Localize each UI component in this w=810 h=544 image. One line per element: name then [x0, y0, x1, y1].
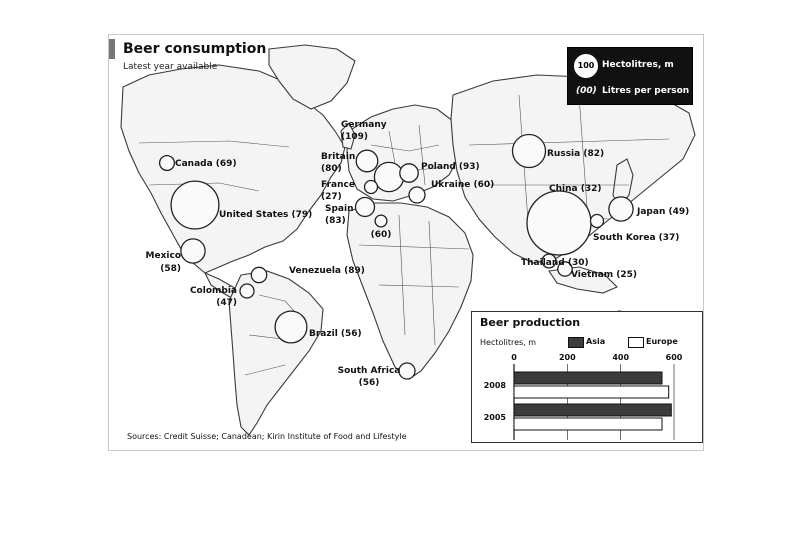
label-brazil: Brazil (56) — [309, 329, 362, 339]
label-ukraine: Ukraine (60) — [431, 180, 495, 190]
bubble-united-states — [171, 181, 219, 229]
label-china: China (32) — [549, 184, 602, 194]
inset-unit: Hectolitres, m — [480, 338, 537, 347]
chart-figure — [108, 34, 704, 451]
label-south-africa: South Africa — [337, 366, 401, 376]
bubble-japan — [609, 197, 633, 221]
label-mexico: Mexico — [145, 251, 181, 261]
legend-paren-value: (00) — [576, 86, 597, 96]
label-value-spain: (83) — [325, 216, 346, 226]
bubble-russia — [513, 135, 546, 168]
label-nigeria: (60) — [370, 230, 392, 240]
year-label-2008: 2008 — [483, 381, 506, 390]
label-value-colombia: (47) — [216, 298, 237, 308]
source-note: Sources: Credit Suisse; Canadean; Kirin Institute of Food and Lifestyle — [127, 432, 407, 441]
x-tick-label-0: 0 — [511, 353, 517, 362]
bar-europe-2008 — [514, 386, 669, 398]
bar-europe-2005 — [514, 418, 662, 430]
bubble-colombia — [240, 284, 254, 298]
bubble-venezuela — [251, 267, 266, 282]
bubble-mexico — [181, 239, 205, 263]
label-venezuela: Venezuela (89) — [289, 266, 365, 276]
label-colombia: Colombia — [189, 286, 237, 296]
label-canada: Canada (69) — [175, 159, 237, 169]
bubble-brazil — [275, 311, 307, 343]
label-value-mexico: (58) — [160, 264, 181, 274]
beer-production-inset — [471, 311, 703, 443]
bubble-germany — [374, 162, 403, 191]
label-britain: Britain — [321, 152, 356, 162]
legend-label-asia: Asia — [586, 337, 606, 346]
production-bar-chart — [472, 348, 702, 442]
bubble-canada — [160, 156, 175, 171]
africa-landmass — [347, 203, 473, 379]
bubble-poland — [400, 164, 418, 182]
label-united-states: United States (79) — [219, 210, 313, 220]
bubble-spain — [356, 198, 375, 217]
legend-circle-icon: 100 — [574, 54, 598, 78]
label-thailand: Thailand (30) — [521, 258, 589, 268]
legend-circle-label: Hectolitres, m — [602, 60, 674, 70]
bubble-south-korea — [591, 215, 604, 228]
label-poland: Poland (93) — [421, 162, 480, 172]
bubble-france — [365, 181, 378, 194]
bubble-nigeria — [375, 215, 387, 227]
legend-paren-label: Litres per person — [602, 86, 690, 96]
legend-swatch-asia — [568, 337, 584, 348]
legend-swatch-europe — [628, 337, 644, 348]
chart-title: Beer consumption — [123, 41, 267, 57]
legend-label-europe: Europe — [646, 337, 678, 346]
chart-subtitle: Latest year available — [123, 62, 218, 72]
label-value-france: (27) — [321, 192, 342, 202]
label-spain: Spain — [325, 204, 354, 214]
label-vietnam: Vietnam (25) — [571, 270, 638, 280]
x-tick-label-400: 400 — [612, 353, 630, 362]
x-tick-label-600: 600 — [665, 353, 683, 362]
inset-title: Beer production — [480, 316, 581, 329]
label-value-britain: (80) — [321, 164, 342, 174]
bubble-south-africa — [399, 363, 415, 379]
label-germany: Germany — [341, 120, 387, 130]
label-south-korea: South Korea (37) — [593, 233, 680, 243]
accent-bar — [109, 39, 115, 59]
label-japan: Japan (49) — [637, 207, 690, 217]
label-france: France — [321, 180, 355, 190]
bubble-ukraine — [409, 187, 425, 203]
bubble-china — [527, 191, 591, 255]
bar-asia-2008 — [514, 372, 662, 384]
bar-asia-2005 — [514, 404, 671, 416]
size-legend — [567, 47, 693, 105]
label-russia: Russia (82) — [547, 149, 605, 159]
bubble-britain — [356, 150, 378, 172]
x-tick-label-200: 200 — [558, 353, 576, 362]
label-value-south-africa: (56) — [358, 378, 380, 388]
year-label-2005: 2005 — [483, 413, 506, 422]
label-value-germany: (109) — [341, 132, 369, 142]
